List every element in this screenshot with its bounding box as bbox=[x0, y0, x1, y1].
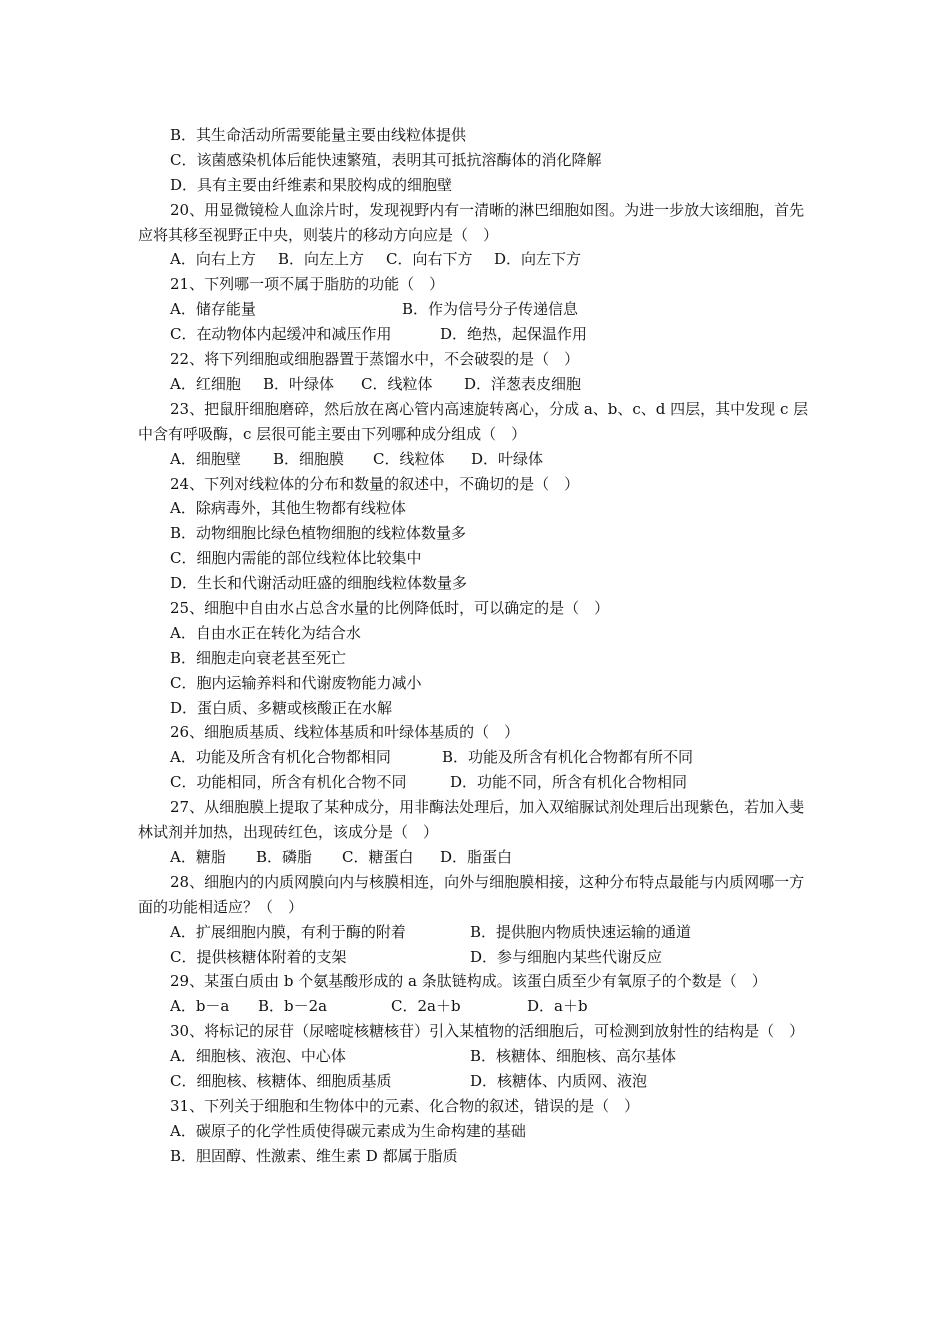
option: D．生长和代谢活动旺盛的细胞线粒体数量多 bbox=[170, 574, 468, 593]
options-30b bbox=[138, 1069, 818, 1094]
question-25: 25、细胞中自由水占总含水量的比例降低时，可以确定的是（ ） bbox=[170, 598, 610, 617]
option: A．细胞核、液泡、中心体 bbox=[170, 1047, 346, 1066]
options-21b bbox=[138, 322, 818, 347]
question-20: 20、用显微镜检人血涂片时，发现视野内有一清晰的淋巴细胞如图。为进一步放大该细胞，首先应将其移至视野正中央，则装片的移动方向应是（ ） bbox=[138, 200, 805, 244]
option: C．糖蛋白 bbox=[342, 847, 414, 866]
option: D．a＋b bbox=[527, 997, 588, 1016]
option: C．细胞核、核糖体、细胞质基质 bbox=[170, 1072, 392, 1090]
option: A．除病毒外，其他生物都有线粒体 bbox=[170, 499, 406, 518]
option: C．线粒体 bbox=[373, 449, 445, 468]
option: A．功能及所含有机化合物都相同 bbox=[170, 748, 391, 767]
option: A．红细胞 bbox=[170, 374, 241, 393]
option: B．磷脂 bbox=[256, 847, 313, 866]
option: D．叶绿体 bbox=[471, 449, 544, 468]
options-27 bbox=[138, 845, 818, 870]
option: C．在动物体内起缓冲和减压作用 bbox=[170, 325, 392, 344]
option: A．扩展细胞内膜，有利于酶的附着 bbox=[170, 922, 406, 941]
option: B．向左上方 bbox=[278, 250, 365, 269]
option: A．糖脂 bbox=[170, 847, 226, 866]
option: A．向右上方 bbox=[170, 250, 256, 269]
options-29 bbox=[138, 994, 818, 1019]
question-29: 29、某蛋白质由 b 个氨基酸形成的 a 条肽链构成。该蛋白质至少有氧原子的个数是（ ） bbox=[170, 972, 767, 991]
options-30 bbox=[138, 1044, 818, 1069]
question-22: 22、将下列细胞或细胞器置于蒸馏水中，不会破裂的是（ ） bbox=[170, 350, 580, 369]
option: B．b－2a bbox=[258, 997, 328, 1016]
options-26b bbox=[138, 770, 818, 795]
option: D．洋葱表皮细胞 bbox=[464, 374, 582, 393]
option: A．b－a bbox=[170, 997, 230, 1016]
question-24: 24、下列对线粒体的分布和数量的叙述中，不确切的是（ ） bbox=[170, 474, 580, 493]
option-b: B．其生命活动所需要能量主要由线粒体提供 bbox=[170, 126, 467, 144]
option: C．细胞内需能的部位线粒体比较集中 bbox=[170, 549, 422, 568]
option: B．胆固醇、性激素、维生素 D 都属于脂质 bbox=[170, 1146, 458, 1165]
options-23 bbox=[138, 447, 818, 472]
option: B．提供胞内物质快速运输的通道 bbox=[470, 922, 692, 941]
question-30: 30、将标记的尿苷（尿嘧啶核糖核苷）引入某植物的活细胞后，可检测到放射性的结构是（ ） bbox=[170, 1022, 805, 1041]
option: C．提供核糖体附着的支架 bbox=[170, 947, 347, 966]
question-28: 28、细胞内的内质网膜向内与核膜相连，向外与细胞膜相接，这种分布特点最能与内质网哪一方面的功能相适应？（ ） bbox=[138, 872, 805, 916]
question-text bbox=[138, 123, 818, 1169]
option: B．核糖体、细胞核、高尔基体 bbox=[470, 1047, 677, 1066]
option: D．蛋白质、多糖或核酸正在水解 bbox=[170, 698, 393, 717]
option: B．细胞走向衰老甚至死亡 bbox=[170, 648, 347, 667]
options-20 bbox=[138, 247, 818, 272]
option: D．功能不同，所含有机化合物相同 bbox=[450, 773, 688, 792]
options-28b bbox=[138, 945, 818, 970]
question-21: 21、下列哪一项不属于脂肪的功能（ ） bbox=[170, 275, 445, 294]
options-28 bbox=[138, 920, 818, 945]
question-23: 23、把鼠肝细胞磨碎，然后放在离心管内高速旋转离心，分成 a、b、c、d 四层，其中发现 c 层中含有呼吸酶，c 层很可能主要由下列哪种成分组成（ ） bbox=[138, 399, 809, 443]
option: C．向右下方 bbox=[386, 250, 473, 269]
option: C．2a＋b bbox=[391, 997, 461, 1016]
option: B．动物细胞比绿色植物细胞的线粒体数量多 bbox=[170, 524, 467, 543]
option: C．线粒体 bbox=[361, 374, 433, 393]
option: B．功能及所含有机化合物都有所不同 bbox=[442, 748, 694, 767]
question-31: 31、下列关于细胞和生物体中的元素、化合物的叙述，错误的是（ ） bbox=[170, 1096, 640, 1115]
option: B．叶绿体 bbox=[263, 374, 335, 393]
option-c: C．该菌感染机体后能快速繁殖，表明其可抵抗溶酶体的消化降解 bbox=[170, 150, 602, 169]
question-27: 27、从细胞膜上提取了某种成分，用非酶法处理后，加入双缩脲试剂处理后出现紫色，若加入斐林试剂并加热，出现砖红色，该成分是（ ） bbox=[138, 798, 805, 842]
option: D．脂蛋白 bbox=[440, 847, 513, 866]
option: B．作为信号分子传递信息 bbox=[402, 300, 579, 319]
options-26 bbox=[138, 745, 818, 770]
options-22 bbox=[138, 372, 818, 397]
option: D．绝热，起保温作用 bbox=[440, 325, 588, 344]
option: D．参与细胞内某些代谢反应 bbox=[470, 947, 663, 966]
option: A．储存能量 bbox=[170, 300, 256, 319]
option: C．胞内运输养料和代谢废物能力减小 bbox=[170, 673, 422, 692]
option: A．细胞壁 bbox=[170, 449, 241, 468]
option: C．功能相同，所含有机化合物不同 bbox=[170, 773, 407, 792]
option: B．细胞膜 bbox=[273, 449, 345, 468]
options-21 bbox=[138, 297, 818, 322]
option: A．自由水正在转化为结合水 bbox=[170, 623, 361, 642]
option: D．向左下方 bbox=[494, 250, 582, 269]
option-d: D．具有主要由纤维素和果胶构成的细胞壁 bbox=[170, 175, 453, 194]
question-26: 26、细胞质基质、线粒体基质和叶绿体基质的（ ） bbox=[170, 723, 520, 742]
option: A．碳原子的化学性质使得碳元素成为生命构建的基础 bbox=[170, 1121, 526, 1140]
option: D．核糖体、内质网、液泡 bbox=[470, 1072, 648, 1090]
